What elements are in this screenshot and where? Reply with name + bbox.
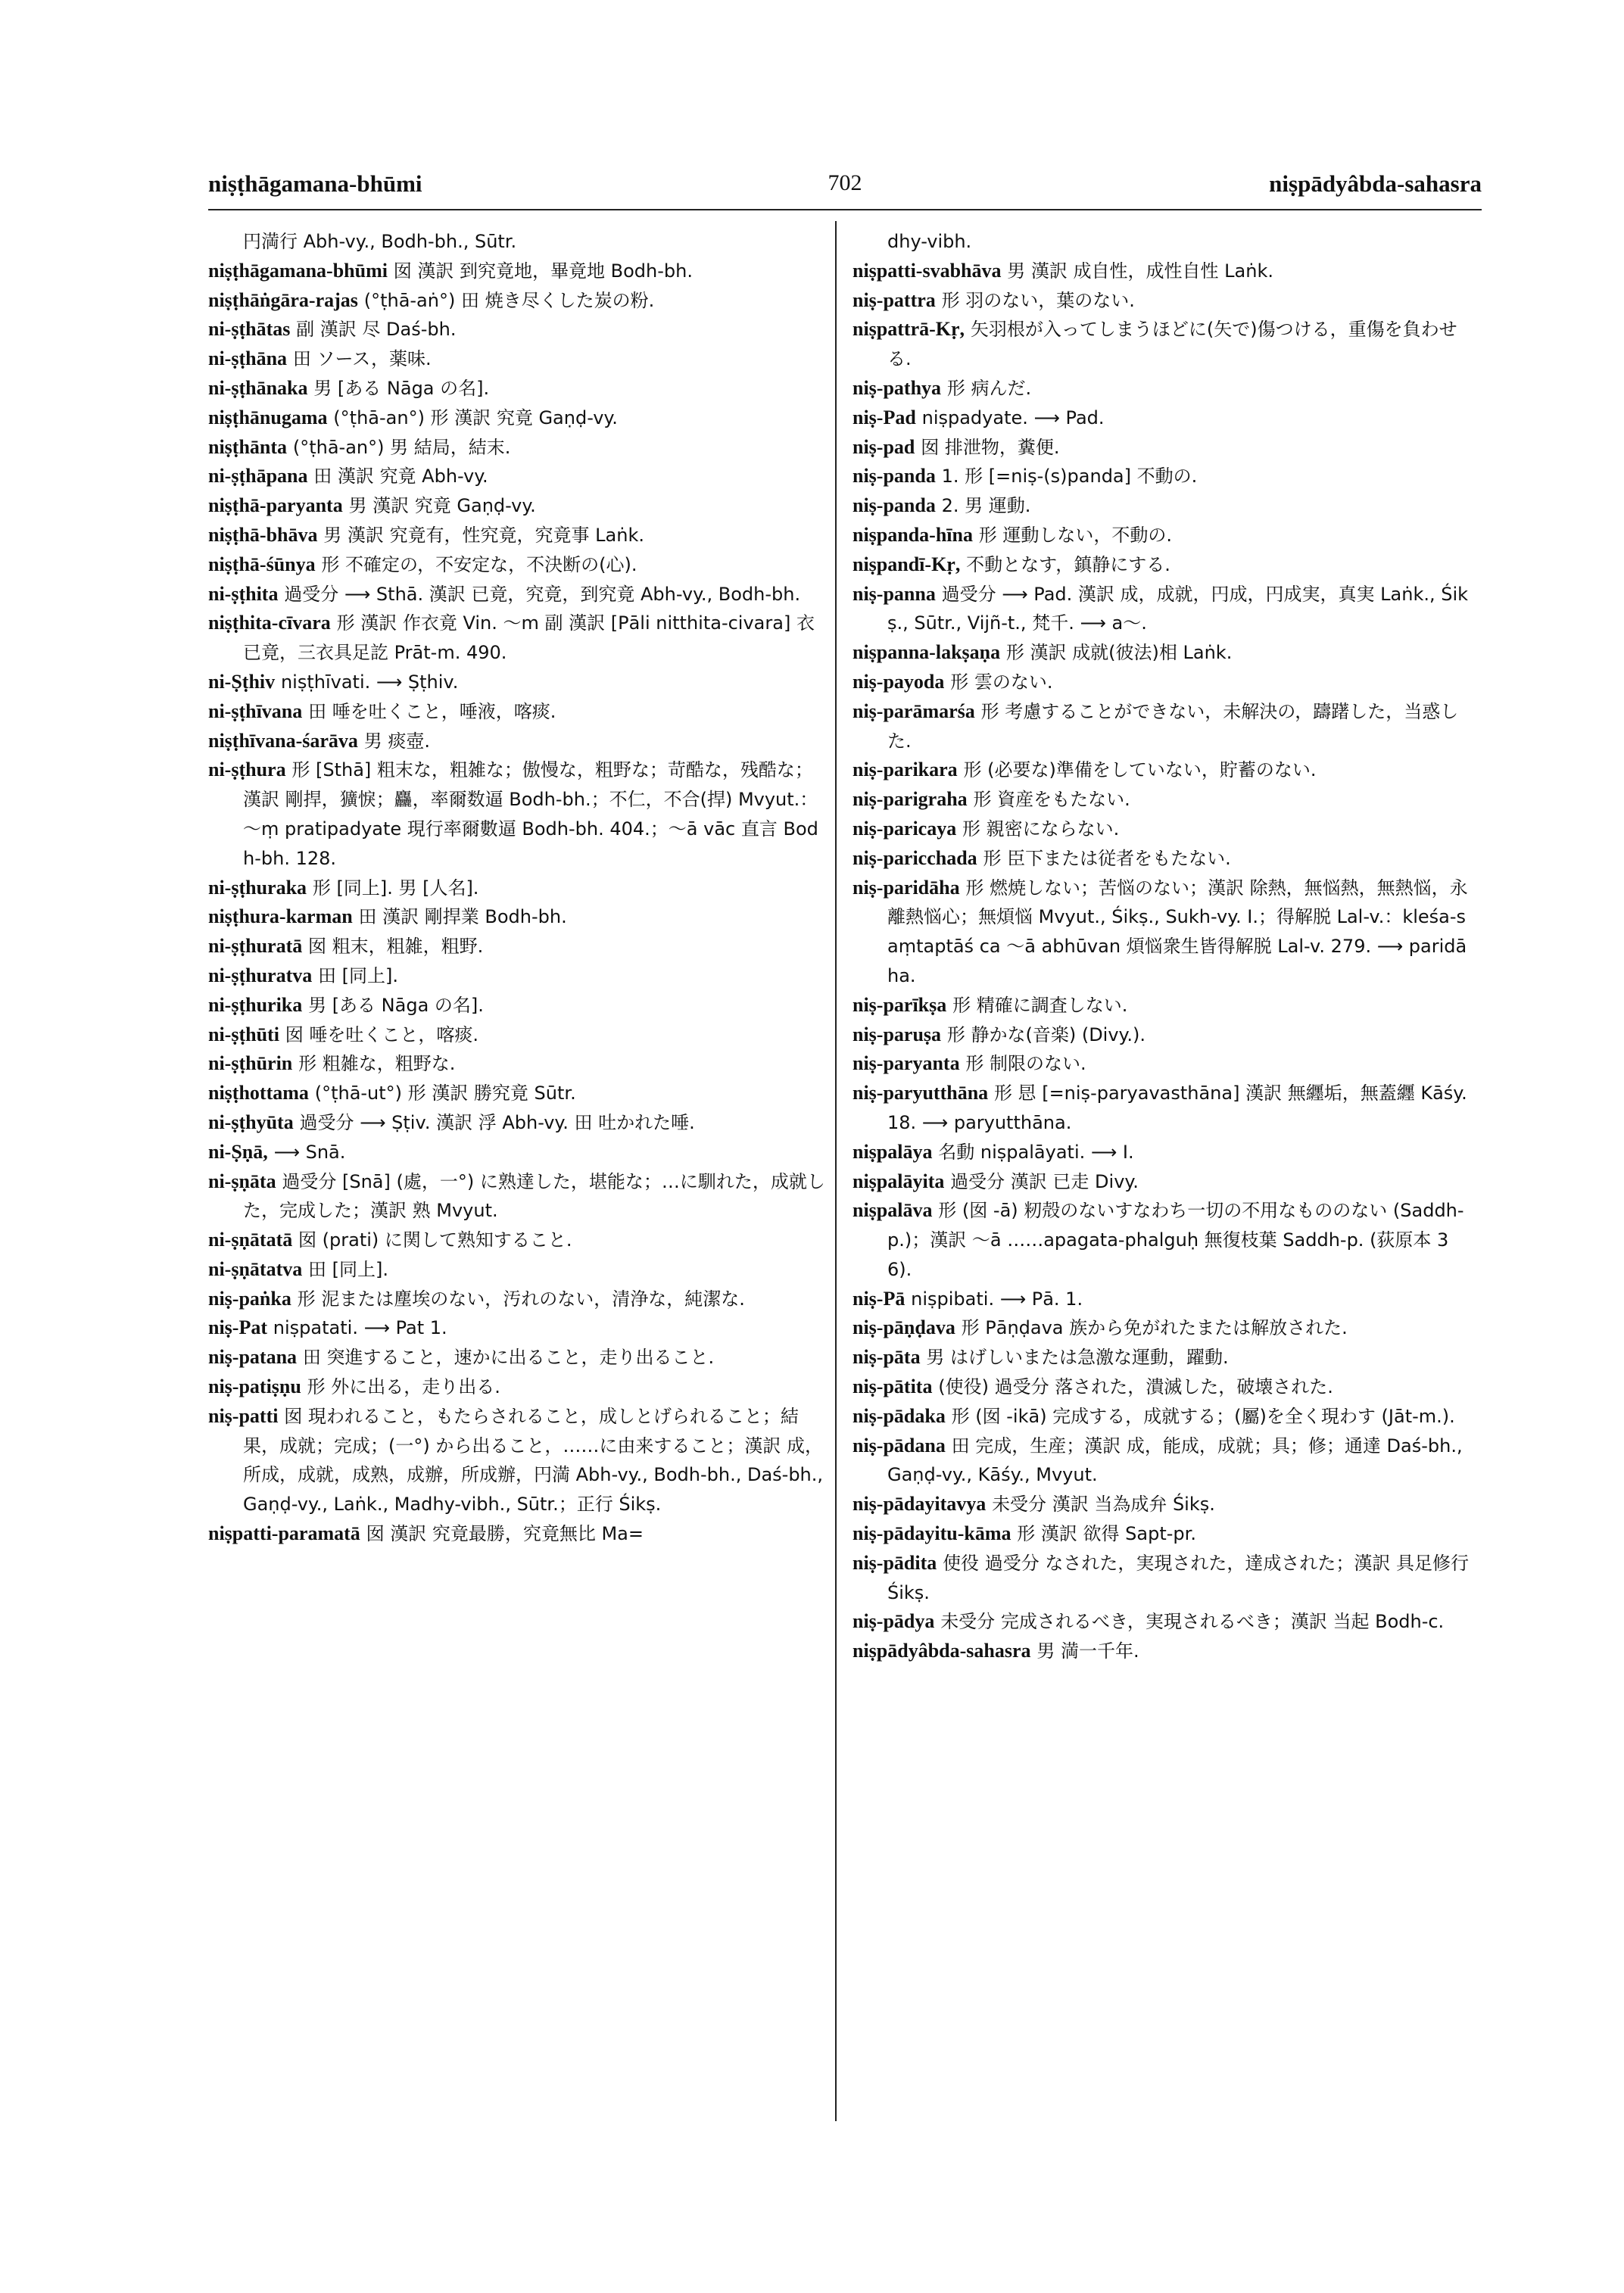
entry-definition: 形 [同上]. 男 [人名].	[312, 877, 479, 899]
dictionary-entry	[208, 580, 827, 609]
entry-definition: 田 [同上].	[318, 964, 399, 986]
entry-definition: 名動 niṣpalāyati. ⟶ I.	[938, 1141, 1134, 1163]
entry-headword: niṣpādyâbda-sahasra	[853, 1640, 1031, 1662]
dictionary-entry	[853, 1167, 1471, 1197]
dictionary-entry	[208, 609, 827, 668]
entry-headword: ni-ṣṭhīvana	[208, 699, 303, 722]
entry-headword: niṣ-pathya	[853, 376, 942, 399]
entry-definition: 囡 粗末，粗雑，粗野.	[308, 936, 484, 958]
dictionary-entry	[853, 491, 1471, 521]
entry-definition: 2. 男 運動.	[941, 495, 1031, 517]
entry-headword: niṣ-pāṇḍava	[853, 1316, 955, 1339]
entry-headword: niṣ-parigraha	[853, 788, 968, 811]
dictionary-entry	[208, 344, 827, 374]
entry-definition: 田 ソース，薬味.	[292, 348, 432, 370]
entry-headword: niṣ-pāta	[853, 1346, 921, 1369]
entry-headword: ni-ṣṇātatā	[208, 1229, 293, 1251]
dictionary-entry	[208, 462, 827, 491]
entry-definition: 副 漢訳 尽 Daś-bh.	[296, 319, 457, 341]
entry-definition: 田 唾を吐くこと，唾液，喀痰.	[308, 700, 556, 722]
entry-headword: niṣṭhānugama	[208, 406, 328, 428]
entry-headword: niṣpalāyita	[853, 1170, 945, 1192]
entry-definition: 形 Pāṇḍava 族から免がれたまたは解放された.	[961, 1317, 1348, 1339]
dictionary-entry	[208, 374, 827, 403]
entry-headword: niṣ-pad	[853, 435, 915, 458]
entry-definition: 未受分 漢訳 当為成弁 Śikṣ.	[992, 1494, 1215, 1516]
entry-definition: ⟶ Snā.	[273, 1141, 346, 1163]
entry-definition: 田 [同上].	[308, 1258, 389, 1280]
dictionary-entry	[208, 756, 827, 873]
dictionary-entry	[208, 227, 827, 257]
entry-headword: niṣṭhāṅgāra-rajas	[208, 288, 358, 311]
dictionary-entry	[208, 403, 827, 433]
entry-headword: ni-ṣṭhuratā	[208, 935, 303, 958]
entry-headword: niṣṭhita-cīvara	[208, 612, 331, 634]
dictionary-entry	[853, 227, 1471, 257]
entry-definition: 過受分 ⟶ Sthā. 漢訳 已竟，究竟，到究竟 Abh-vy., Bodh-bh.	[284, 583, 801, 605]
dictionary-entry	[208, 1049, 827, 1079]
entry-definition: niṣṭhīvati. ⟶ Ṣṭhiv.	[280, 671, 459, 693]
dictionary-entry	[853, 844, 1471, 874]
dictionary-entry	[853, 521, 1471, 550]
dictionary-entry	[853, 1490, 1471, 1519]
entry-definition: 使役 過受分 なされた，実現された，達成された；漢訳 具足修行 Śikṣ.	[887, 1552, 1469, 1603]
dictionary-entry	[853, 1402, 1471, 1432]
entry-definition: 過受分 ⟶ Pad. 漢訳 成，成就，円成，円成実，真実 Laṅk., Śikṣ., Sūtr., Vijñ-t., 梵千. ⟶ a～.	[887, 583, 1469, 634]
entry-headword: ni-ṣṇātatva	[208, 1257, 303, 1280]
entry-definition: 形 病んだ.	[946, 377, 1032, 399]
entry-definition: 男 漢訳 成自性，成性自性 Laṅk.	[1007, 260, 1273, 282]
header-rule	[208, 209, 1482, 210]
header-left-guide-word: niṣṭhāgamana-bhūmi	[208, 170, 422, 197]
entry-definition: 形 粗雑な，粗野な.	[298, 1053, 456, 1075]
entry-definition: 男 痰壺.	[363, 730, 430, 752]
entry-definition: 過受分 [Snā] (處，一°) に熟達した，堪能な；…に馴れた，成就した，完成した；漢訳 熟 Mvyut.	[243, 1170, 825, 1222]
entry-headword: niṣ-pādayitavya	[853, 1493, 987, 1516]
dictionary-entry	[853, 991, 1471, 1020]
entry-definition: 形 (必要な)準備をしていない，貯蓄のない.	[963, 759, 1317, 781]
entry-definition: 形 漢訳 欲得 Sapt-pr.	[1017, 1523, 1196, 1545]
dictionary-entry	[208, 1343, 827, 1372]
entry-headword: niṣ-pādaka	[853, 1404, 946, 1427]
dictionary-entry	[208, 315, 827, 344]
dictionary-entry	[208, 433, 827, 463]
entry-definition: 男 [ある Nāga の名].	[313, 377, 490, 399]
entry-definition: 囡 (prati) に関して熟知すること.	[298, 1229, 572, 1251]
entry-definition: 田 漢訳 剛捍業 Bodh-bh.	[358, 906, 567, 928]
entry-definition: 男 [ある Nāga の名].	[308, 994, 484, 1016]
entry-definition: 形 運動しない，不動の.	[978, 524, 1173, 546]
entry-headword: niṣ-patiṣṇu	[208, 1375, 301, 1398]
entry-definition: 形 羽のない，葉のない.	[941, 289, 1135, 311]
dictionary-entry	[853, 638, 1471, 668]
entry-definition: 不動となす，鎮静にする.	[966, 553, 1170, 575]
dictionary-entry	[208, 1226, 827, 1255]
entry-headword: niṣ-paruṣa	[853, 1023, 942, 1045]
entry-definition: 形 外に出る，走り出る.	[307, 1376, 500, 1398]
entry-headword: ni-ṣṇāta	[208, 1170, 276, 1192]
entry-headword: niṣ-Pat	[208, 1316, 267, 1339]
dictionary-entry	[208, 1108, 827, 1138]
dictionary-entry	[853, 315, 1471, 374]
dictionary-entry	[208, 874, 827, 903]
entry-headword: niṣ-pādita	[853, 1551, 937, 1574]
entry-headword: ni-ṣṭhānaka	[208, 376, 308, 399]
entry-definition: 形 臣下または従者をもたない.	[983, 847, 1231, 869]
dictionary-entry	[853, 1285, 1471, 1314]
dictionary-entry	[208, 491, 827, 521]
entry-headword: ni-ṣṭhita	[208, 582, 279, 605]
entry-headword: niṣpanna-lakṣaṇa	[853, 641, 1001, 664]
entry-headword: niṣ-paryutthāna	[853, 1082, 989, 1104]
dictionary-entry	[853, 1049, 1471, 1079]
dictionary-entry	[208, 1167, 827, 1226]
entry-headword: niṣ-panda	[853, 494, 936, 517]
entry-definition: 形 燃焼しない；苦悩のない；漢訳 除熱，無悩熱，無熱悩，永離熱悩心；無煩悩 Mvyut., Śikṣ., Sukh-vy. I.；得解脱 Lal-v.：kleśa-saṃtaptāś ca ～ā abhūvan 煩悩衆生皆得解脱 Lal-v. 279. ⟶ paridāha.	[887, 877, 1468, 986]
entry-definition: 形 精確に調査しない.	[952, 994, 1128, 1016]
entry-headword: niṣṭhā-paryanta	[208, 494, 343, 517]
dictionary-entry	[853, 756, 1471, 785]
dictionary-entry	[853, 1432, 1471, 1491]
dictionary-entry	[853, 286, 1471, 316]
dictionary-entry	[208, 521, 827, 550]
entry-headword: niṣṭhottama	[208, 1082, 309, 1104]
dictionary-entry	[208, 1138, 827, 1167]
entry-definition: 形 不確定の，不安定な，不決断の(心).	[321, 553, 637, 575]
entry-definition: 形 雲のない.	[950, 671, 1053, 693]
entry-headword: niṣ-payoda	[853, 670, 945, 693]
entry-definition: 男 はげしいまたは急激な運動，躍動.	[926, 1347, 1229, 1369]
entry-definition: niṣpadyate. ⟶ Pad.	[921, 407, 1105, 428]
entry-headword: niṣ-paṅka	[208, 1287, 291, 1310]
entry-definition: 矢羽根が入ってしまうほどに(矢で)傷つける，重傷を負わせる.	[887, 319, 1457, 370]
entry-headword: niṣ-pādana	[853, 1434, 946, 1456]
dictionary-entry	[208, 1313, 827, 1343]
entry-headword: ni-ṣṭhāpana	[208, 465, 308, 488]
dictionary-entry	[208, 697, 827, 727]
dictionary-entry	[853, 257, 1471, 286]
dictionary-entry	[853, 1196, 1471, 1284]
entry-headword: niṣ-parāmarśa	[853, 699, 975, 722]
dictionary-entry	[853, 462, 1471, 491]
dictionary-entry	[853, 1372, 1471, 1402]
entry-definition: niṣpatati. ⟶ Pat 1.	[273, 1317, 447, 1339]
entry-definition: 円満行 Abh-vy., Bodh-bh., Sūtr.	[243, 231, 517, 252]
dictionary-entry	[853, 874, 1471, 991]
entry-definition: 形 資産をもたない.	[973, 789, 1130, 811]
entry-definition: 囡 漢訳 究竟最勝，究竟無比 Ma=	[366, 1523, 644, 1545]
dictionary-entry	[853, 1549, 1471, 1608]
left-column	[208, 227, 827, 2120]
entry-headword: ni-ṣṭhāna	[208, 347, 288, 370]
entry-definition: 形 㤙 [=niṣ-paryavasthāna] 漢訳 無纒垢，無蓋纒 Kāśy. 18. ⟶ paryutthāna.	[887, 1083, 1467, 1133]
entry-headword: niṣ-parikara	[853, 759, 958, 781]
dictionary-entry	[208, 1372, 827, 1402]
dictionary-entry	[853, 1020, 1471, 1050]
dictionary-entry	[208, 1285, 827, 1314]
entry-definition: 囡 排泄物，糞便.	[921, 436, 1060, 458]
dictionary-entry	[853, 815, 1471, 844]
entry-headword: niṣ-patana	[208, 1346, 298, 1369]
dictionary-entry	[853, 1607, 1471, 1637]
entry-headword: niṣ-pādya	[853, 1610, 935, 1633]
dictionary-entry	[208, 727, 827, 756]
dictionary-entry	[853, 580, 1471, 639]
entry-headword: niṣpanda-hīna	[853, 523, 973, 546]
entry-headword: niṣ-pādayitu-kāma	[853, 1522, 1011, 1545]
page-number: 702	[828, 170, 862, 195]
dictionary-entry	[208, 991, 827, 1020]
entry-definition: 囡 漢訳 到究竟地，畢竟地 Bodh-bh.	[393, 260, 693, 282]
entry-definition: (°ṭhā-aṅ°) 田 焼き尽くした炭の粉.	[363, 289, 655, 311]
dictionary-entry	[208, 1079, 827, 1108]
dictionary-entry	[853, 1519, 1471, 1549]
entry-definition: 田 漢訳 究竟 Abh-vy.	[313, 466, 488, 488]
entry-headword: niṣpatti-svabhāva	[853, 259, 1002, 282]
dictionary-entry	[853, 374, 1471, 403]
entry-headword: ni-ṣṭhura	[208, 759, 286, 781]
entry-definition: 形 漢訳 作衣竟 Vin. ～m 副 漢訳 [Pāli nitthita-civara] 衣已竟，三衣具足訖 Prāt-m. 490.	[243, 612, 815, 664]
dictionary-entry	[208, 668, 827, 697]
entry-headword: niṣ-paridāha	[853, 876, 960, 899]
dictionary-entry	[853, 1343, 1471, 1372]
entry-definition: 過受分 漢訳 已走 Divy.	[950, 1170, 1139, 1192]
entry-headword: ni-ṣṭhyūta	[208, 1111, 294, 1133]
entry-definition: (使役) 過受分 落された，潰滅した，破壊された.	[938, 1376, 1333, 1398]
entry-definition: 男 漢訳 究竟有，性究竟，究竟事 Laṅk.	[323, 524, 644, 546]
entry-definition: 形 泥または塵埃のない，汚れのない，清浄な，純潔な.	[297, 1288, 745, 1310]
entry-definition: 形 静かな(音楽) (Divy.).	[946, 1023, 1146, 1045]
entry-definition: 形 考慮することができない，未解決の，躊躇した，当惑した.	[887, 700, 1459, 752]
entry-definition: 未受分 完成されるべき，実現されるべき；漢訳 当起 Bodh-c.	[940, 1611, 1445, 1633]
dictionary-entry	[853, 403, 1471, 433]
entry-definition: 囡 現われること，もたらされること，成しとげられること；結果，成就；完成；(一°) から出ること，……に由来すること；漢訳 成，所成，成就，成熟，成辦，所成辦，円満 Abh-vy., Bodh-bh., Daś-bh., Gaṇḍ-vy., Laṅk., Madhy-vibh., Sūtr.；正行 Śikṣ.	[243, 1405, 824, 1516]
entry-headword: niṣṭhā-śūnya	[208, 553, 316, 575]
entry-headword: niṣ-panna	[853, 582, 936, 605]
entry-definition: (°ṭhā-an°) 形 漢訳 究竟 Gaṇḍ-vy.	[333, 407, 618, 428]
entry-headword: niṣṭhānta	[208, 435, 288, 458]
entry-headword: ni-ṣṭhūti	[208, 1023, 279, 1045]
entry-headword: ni-ṣṭhurika	[208, 993, 303, 1016]
entry-definition: 形 (囡 -ā) 籾殻のないすなわち一切の不用なもののない (Saddh-p.)；漢訳 ～ā ……apagata-phalguḥ 無復枝葉 Saddh-p. (荻原本 36).	[887, 1200, 1464, 1280]
page-header	[208, 170, 1482, 211]
entry-headword: niṣṭhīvana-śarāva	[208, 729, 358, 752]
entry-headword: niṣpalāva	[853, 1199, 933, 1222]
entry-headword: niṣ-pātita	[853, 1375, 933, 1398]
entry-definition: 1. 形 [=niṣ-(s)panda] 不動の.	[941, 466, 1198, 488]
dictionary-entry	[208, 932, 827, 961]
entry-definition: (°ṭhā-an°) 男 結局，結末.	[292, 436, 511, 458]
entry-headword: niṣṭhāgamana-bhūmi	[208, 259, 388, 282]
entry-headword: niṣ-pattra	[853, 288, 936, 311]
dictionary-entry	[208, 902, 827, 932]
column-divider	[835, 221, 837, 2121]
dictionary-entry	[208, 1255, 827, 1285]
entry-headword: ni-ṣṭhūrin	[208, 1052, 293, 1075]
entry-definition: 形 制限のない.	[965, 1053, 1086, 1075]
dictionary-entry	[208, 257, 827, 286]
entry-definition: 田 完成，生産；漢訳 成，能成，成就；具；修；通達 Daś-bh., Gaṇḍ-vy., Kāśy., Mvyut.	[887, 1435, 1463, 1486]
dictionary-entry	[208, 286, 827, 316]
dictionary-entry	[853, 668, 1471, 697]
entry-definition: 囡 唾を吐くこと，喀痰.	[285, 1023, 478, 1045]
entry-headword: niṣ-panda	[853, 465, 936, 488]
entry-headword: niṣ-Pad	[853, 406, 916, 428]
dictionary-entry	[208, 1519, 827, 1549]
entry-definition: 形 親密にならない.	[962, 818, 1120, 840]
entry-headword: niṣ-Pā	[853, 1287, 906, 1310]
entry-definition: (°ṭhā-ut°) 形 漢訳 勝究竟 Sūtr.	[314, 1083, 576, 1104]
entry-definition: 過受分 ⟶ Ṣṭiv. 漢訳 浮 Abh-vy. 田 吐かれた唾.	[299, 1111, 695, 1133]
entry-definition: 形 [Sthā] 粗末な，粗雑な；傲慢な，粗野な；苛酷な，残酷な；漢訳 剛捍，獷悷；麤，率爾数逼 Bodh-bh.；不仁，不合(捍) Mvyut.：～ṃ pratipadyate 現行率爾數逼 Bodh-bh. 404.；～ā vāc 直言 Bodh-bh. 128.	[243, 759, 818, 869]
dictionary-entry	[853, 433, 1471, 463]
dictionary-entry	[853, 1138, 1471, 1167]
right-column	[853, 227, 1471, 2120]
entry-headword: niṣpandī-Kṛ,	[853, 553, 961, 575]
dictionary-entry	[853, 550, 1471, 580]
entry-headword: niṣ-parīkṣa	[853, 993, 947, 1016]
dictionary-entry	[853, 1079, 1471, 1138]
entry-headword: niṣ-paryanta	[853, 1052, 960, 1075]
entry-headword: niṣpattrā-Kṛ,	[853, 318, 965, 341]
dictionary-entry	[853, 697, 1471, 756]
entry-headword: niṣṭhā-bhāva	[208, 523, 318, 546]
dictionary-entry	[208, 961, 827, 991]
entry-headword: ni-ṣṭhuratva	[208, 964, 313, 986]
dictionary-entry	[208, 1020, 827, 1050]
entry-definition: 男 漢訳 究竟 Gaṇḍ-vy.	[348, 495, 536, 517]
header-right-guide-word: niṣpādyâbda-sahasra	[1269, 170, 1482, 197]
entry-headword: ni-ṣṭhuraka	[208, 876, 307, 899]
entry-definition: 形 漢訳 成就(彼法)相 Laṅk.	[1005, 642, 1233, 664]
entry-definition: 田 突進すること，速かに出ること，走り出ること.	[302, 1347, 715, 1369]
entry-headword: niṣ-patti	[208, 1404, 279, 1427]
entry-definition: dhy-vibh.	[887, 231, 972, 252]
entry-headword: niṣ-paricchada	[853, 846, 977, 869]
entry-headword: ni-ṣṭhātas	[208, 318, 291, 341]
entry-definition: 形 (囡 -ikā) 完成する，成就する；(屬)を全く現わす (Jāt-m.).	[951, 1405, 1455, 1427]
dictionary-entry	[208, 550, 827, 580]
dictionary-entry	[853, 785, 1471, 815]
entry-headword: niṣpatti-paramatā	[208, 1522, 360, 1545]
entry-headword: niṣ-paricaya	[853, 817, 957, 840]
entry-headword: niṣṭhura-karman	[208, 905, 353, 928]
entry-headword: ni-Ṣṭhiv	[208, 670, 276, 693]
entry-definition: 男 満一千年.	[1036, 1640, 1139, 1662]
dictionary-entry	[208, 1402, 827, 1519]
dictionary-entry	[853, 1313, 1471, 1343]
entry-headword: ni-Ṣṇā,	[208, 1140, 268, 1163]
dictionary-entry	[853, 1637, 1471, 1666]
entry-headword: niṣpalāya	[853, 1140, 933, 1163]
entry-definition: niṣpibati. ⟶ Pā. 1.	[911, 1288, 1083, 1310]
